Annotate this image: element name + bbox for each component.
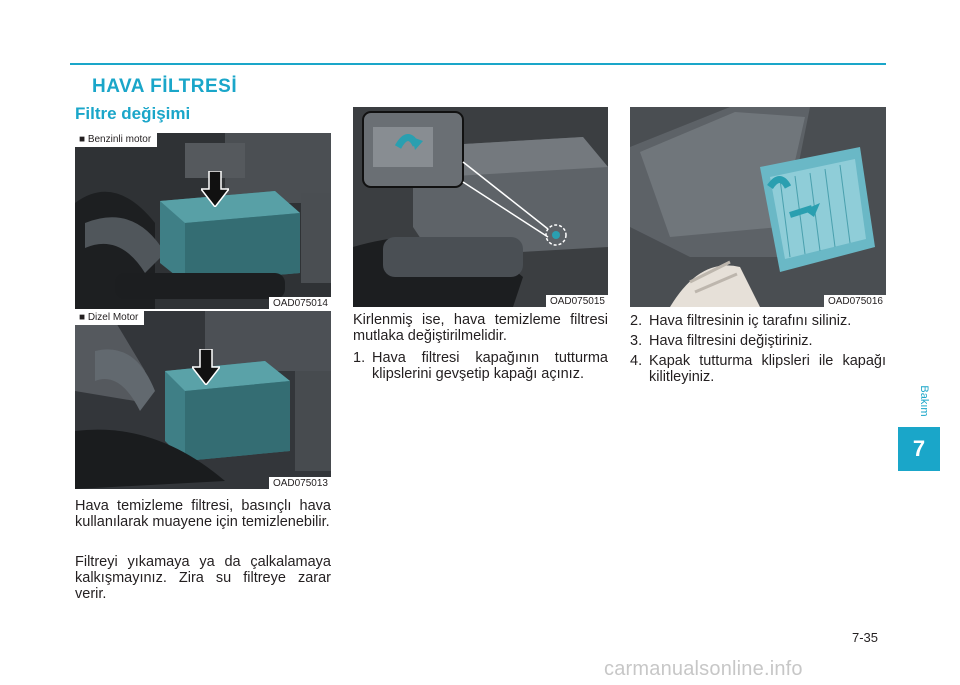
- chapter-label-text: Bakım: [918, 385, 930, 417]
- figure-code-diesel: OAD075013: [269, 477, 331, 489]
- down-arrow-icon: [201, 171, 229, 207]
- step-number: 2.: [630, 313, 643, 329]
- section-title: HAVA FİLTRESİ: [92, 76, 238, 97]
- figure-gasoline-engine: [75, 133, 331, 309]
- step-1: [353, 350, 608, 382]
- step-number: 3.: [630, 333, 643, 349]
- down-arrow-icon: [192, 349, 220, 385]
- figure-step1-clips: [353, 107, 608, 307]
- step-3: [630, 333, 886, 349]
- diesel-engine-illustration: [75, 311, 331, 489]
- chapter-number-box: 7: [898, 427, 940, 471]
- figure-diesel-engine: [75, 311, 331, 489]
- sub-title: Filtre değişimi: [75, 104, 191, 123]
- figure-code-step1: OAD075015: [546, 295, 608, 307]
- step-text: Hava filtresini değiştiriniz.: [649, 333, 813, 349]
- chapter-label: [910, 381, 938, 421]
- figure-code-gasoline: OAD075014: [269, 297, 331, 309]
- figure-tag-gasoline: ■ Benzinli motor: [75, 133, 157, 147]
- step-text: Hava filtresinin iç tarafını siliniz.: [649, 313, 852, 329]
- filter-replace-illustration: [630, 107, 886, 307]
- step-text: Hava filtresi kapağının tutturma klipslerini gevşetip kapağı açınız.: [372, 350, 608, 382]
- watermark: carmanualsonline.info: [604, 658, 803, 680]
- paragraph-replace-intro: Kirlenmiş ise, hava temizleme filtresi mutlaka değiştirilmelidir.: [353, 312, 608, 344]
- paragraph-air-cleaning: Hava temizleme filtresi, basınçlı hava kullanılarak muayene için temizlenebilir.: [75, 498, 331, 530]
- clip-release-illustration: [353, 107, 608, 307]
- page-number: 7-35: [852, 630, 879, 645]
- figure-code-step3: OAD075016: [824, 295, 886, 307]
- step-text: Kapak tutturma klipsleri ile kapağı kilitleyiniz.: [649, 353, 886, 385]
- step-4: [630, 353, 886, 385]
- step-2: [630, 313, 886, 329]
- step-number: 4.: [630, 353, 643, 369]
- figure-tag-diesel: ■ Dizel Motor: [75, 311, 144, 325]
- top-rule: [70, 63, 886, 65]
- step-number: 1.: [353, 350, 366, 366]
- paragraph-no-washing: Filtreyi yıkamaya ya da çalkalamaya kalkışmayınız. Zira su filtreye zarar verir.: [75, 554, 331, 602]
- gasoline-engine-illustration: [75, 133, 331, 309]
- figure-step3-filter: [630, 107, 886, 307]
